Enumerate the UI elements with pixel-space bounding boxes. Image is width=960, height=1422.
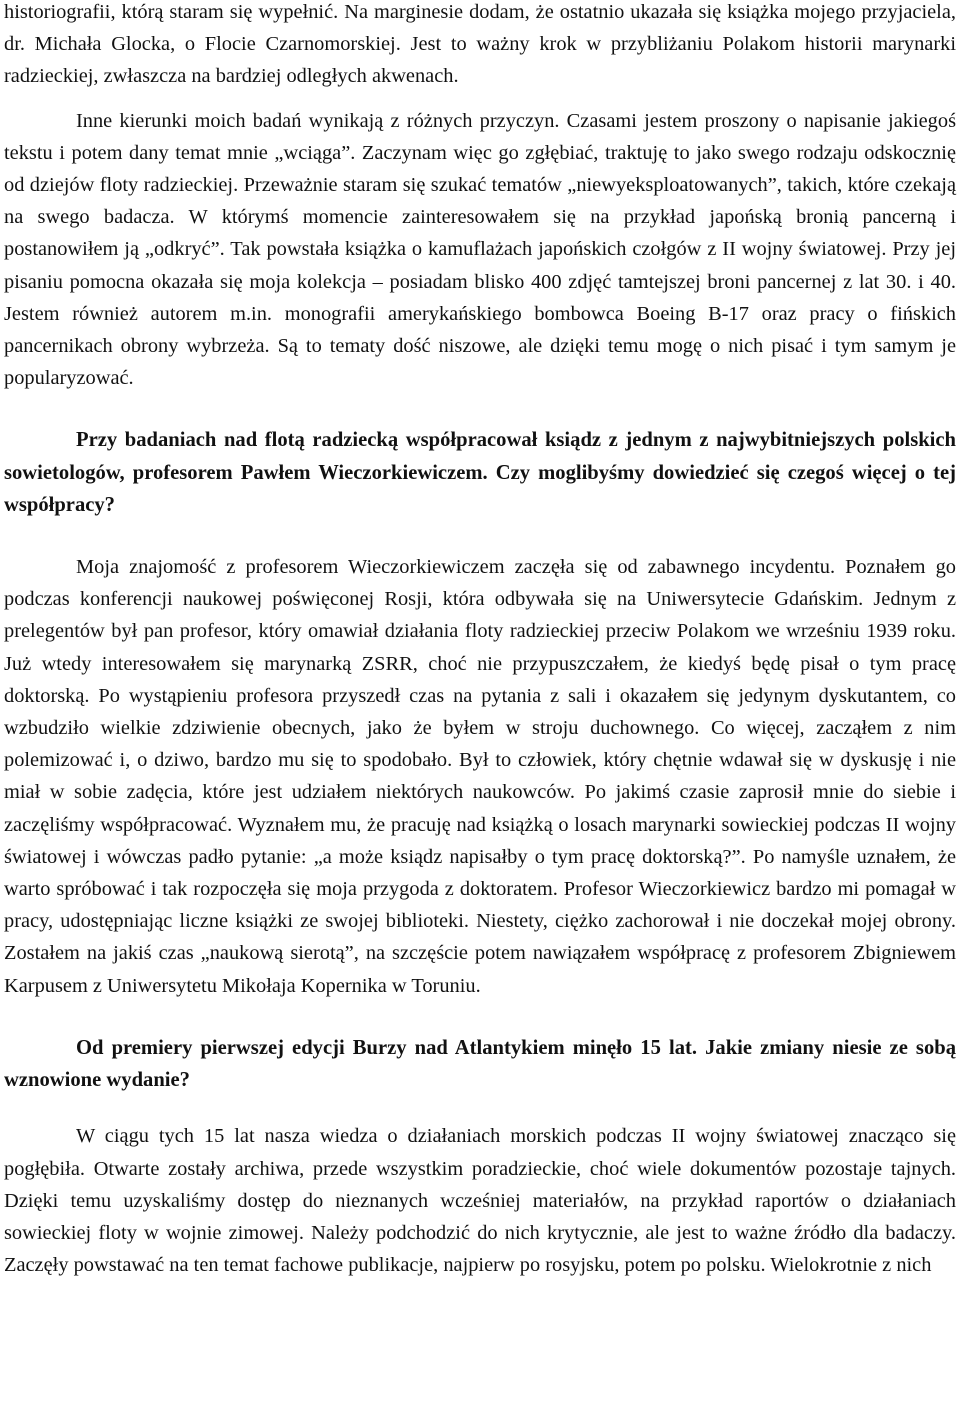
question-wieczorkiewicz: Przy badaniach nad flotą radziecką współpracował ksiądz z jednym z najwybitniejszych polskich sowietologów, profesorem Pawłem Wieczorkiewiczem. Czy moglibyśmy dowiedzieć się czegoś więcej o tej współpracy? xyxy=(4,429,956,516)
paragraph-wieczorkiewicz-answer: Moja znajomość z profesorem Wieczorkiewiczem zaczęła się od zabawnego incydentu. Poznałem go podczas konferencji naukowej poświęconej Rosji, która odbywała się na Uniwersytecie Gdańskim. Jednym z prelegentów był pan profesor, który omawiał działania floty radzieckiej przeciw Polakom we wrześniu 1939 roku. Już wtedy interesowałem się marynarką ZSRR, choć nie przypuszczałem, że kiedyś będę pisał o tym pracę doktorską. Po wystąpieniu profesora przyszedł czas na pytania z sali i okazałem się jedynym dyskutantem, co wzbudziło wielkie zdziwienie obecnych, jako że byłem w stroju duchownego. Co więcej, zacząłem z nim polemizować i, o dziwo, bardzo mu się to spodobało. Był to człowiek, który chętnie wdawał się w dyskusję i nie miał w sobie zadęcia, które jest udziałem niektórych naukowców. Po jakimś czasie zaprosił mnie do siebie i zaczęliśmy współpracować. Wyznałem mu, że pracuję nad książką o losach marynarki sowieckiej podczas II wojny światowej i wówczas padło pytanie: „a może ksiądz napisałby o tym pracę doktorską?”. Po namyśle uznałem, że warto spróbować i tak rozpoczęła się moja przygoda z doktoratem. Profesor Wieczorkiewicz bardzo mi pomagał w pracy, udostępniając liczne książki ze swojej biblioteki. Niestety, ciężko zachorował i nie doczekał mojej obrony. Zostałem na jakiś czas „naukową sierotą”, na szczęście potem nawiązałem współpracę z profesorem Zbigniewem Karpusem z Uniwersytetu Mikołaja Kopernika w Toruniu. xyxy=(4,556,956,997)
document-page xyxy=(4,0,956,1281)
question-new-edition: Od premiery pierwszej edycji Burzy nad Atlantykiem minęło 15 lat. Jakie zmiany niesie ze sobą wznowione wydanie? xyxy=(4,1036,956,1092)
paragraph-research-directions: Inne kierunki moich badań wynikają z różnych przyczyn. Czasami jestem proszony o napisanie jakiegoś tekstu i potem dany temat mnie „wciąga”. Zaczynam więc go zgłębiać, traktuję to jako swego rodzaju odskocznię od dziejów floty radzieckiej. Przeważnie staram się szukać tematów „niewyeksploatowanych”, takich, które czekają na swego badacza. W którymś momencie zainteresowałem się na przykład japońską bronią pancerną i postanowiłem ją „odkryć”. Tak powstała książka o kamuflażach japońskich czołgów z II wojny światowej. Przy jej pisaniu pomocna okazała się moja kolekcja – posiadam blisko 400 zdjęć tamtejszej broni pancernej z lat 30. i 40. Jestem również autorem m.in. monografii amerykańskiego bombowca Boeing B-17 oraz pracy o fińskich pancernikach obrony wybrzeża. Są to tematy dość niszowe, ale dzięki temu mogę o nich pisać i tym samym je popularyzować. xyxy=(4,109,956,390)
paragraph-historiography: historiografii, którą staram się wypełnić. Na marginesie dodam, że ostatnio ukazała się książka mojego przyjaciela, dr. Michała Glocka, o Flocie Czarnomorskiej. Jest to ważny krok w przybliżaniu Polakom historii marynarki radzieckiej, zwłaszcza na bardziej odległych akwenach. xyxy=(4,1,956,88)
paragraph-new-edition-answer: W ciągu tych 15 lat nasza wiedza o działaniach morskich podczas II wojny światowej znacząco się pogłębiła. Otwarte zostały archiwa, przede wszystkim poradzieckie, choć wiele dokumentów pozostaje tajnych. Dzięki temu uzyskaliśmy dostęp do nieznanych wcześniej materiałów, na przykład raportów o działaniach sowieckiej floty w wojnie zimowej. Należy podchodzić do nich krytycznie, ale jest to ważne źródło dla badaczy. Zaczęły powstawać na ten temat fachowe publikacje, najpierw po rosyjsku, potem po polsku. Wielokrotnie z nich xyxy=(4,1125,956,1277)
